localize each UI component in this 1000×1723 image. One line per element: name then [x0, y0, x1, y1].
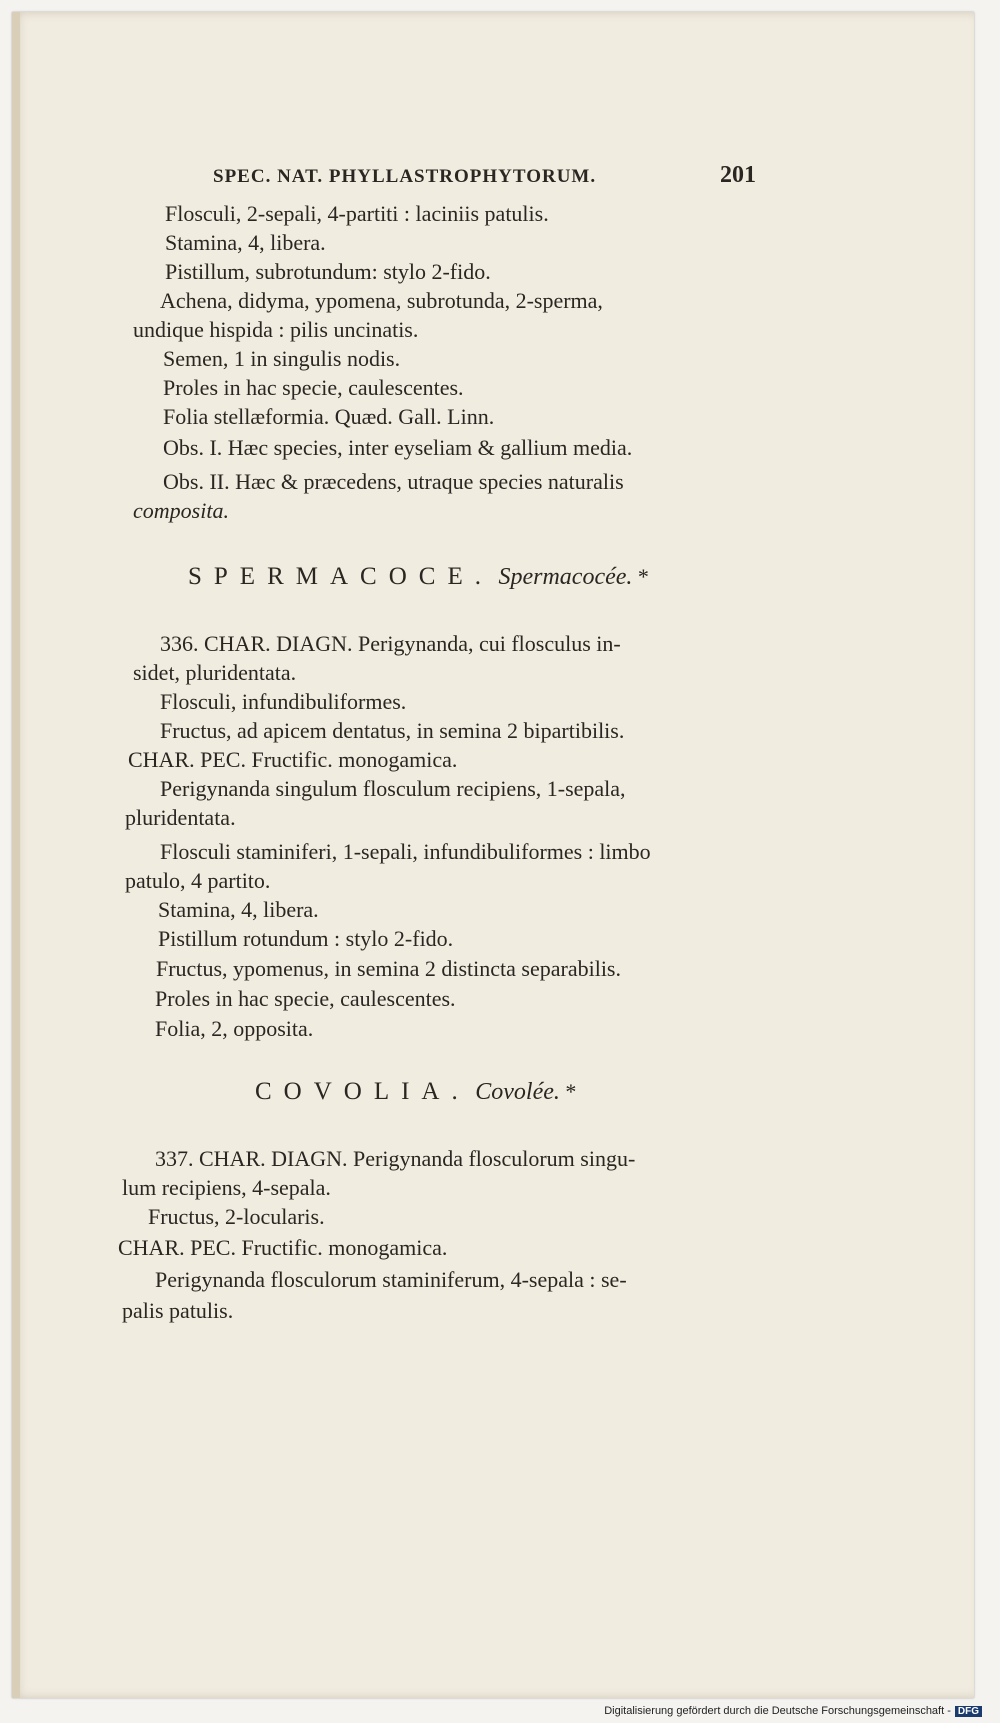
text-line: pluridentata.	[125, 805, 236, 830]
footer-text: Digitalisierung gefördert durch die Deutsche Forschungsgemeinschaft -	[604, 1705, 951, 1717]
text-line: Fructus, ad apicem dentatus, in semina 2 bipartibilis.	[160, 718, 625, 743]
genus-mark: *	[637, 564, 649, 589]
text-line: patulo, 4 partito.	[125, 868, 271, 893]
text-line: Pistillum, subrotundum: stylo 2-fido.	[165, 259, 491, 284]
dfg-logo: DFG	[955, 1706, 982, 1717]
text-line: Fructus, 2-locularis.	[148, 1204, 325, 1229]
genus-heading-covolia	[255, 1078, 576, 1106]
page-edge	[12, 12, 20, 1698]
text-line: Fructus, ypomenus, in semina 2 distincta separabilis.	[156, 956, 621, 981]
text-line: Perigynanda singulum flosculum recipiens, 1-sepala,	[160, 776, 626, 801]
text-line: Folia, 2, opposita.	[155, 1016, 314, 1041]
text-line: Flosculi staminiferi, 1-sepali, infundibuliformes : limbo	[160, 839, 651, 864]
text-line: Flosculi, 2-sepali, 4-partiti : laciniis patulis.	[165, 201, 549, 226]
genus-heading-spermacoce	[188, 563, 649, 591]
page-number: 201	[720, 162, 756, 188]
text-line: Proles in hac specie, caulescentes.	[163, 375, 464, 400]
genus-name: COVOLIA.	[255, 1078, 470, 1105]
text-line: Proles in hac specie, caulescentes.	[155, 986, 456, 1011]
text-line: Obs. I. Hæc species, inter eyseliam & gallium media.	[163, 435, 633, 460]
text-line: Semen, 1 in singulis nodis.	[163, 346, 401, 371]
genus-mark: *	[565, 1079, 577, 1104]
text-line: composita.	[133, 498, 229, 523]
text-line: Pistillum rotundum : stylo 2-fido.	[158, 926, 454, 951]
text-line: lum recipiens, 4-sepala.	[122, 1175, 331, 1200]
text-line: CHAR. PEC. Fructific. monogamica.	[128, 747, 458, 772]
text-line: undique hispida : pilis uncinatis.	[133, 317, 419, 342]
text-line: Stamina, 4, libera.	[165, 230, 326, 255]
text-line: 336. CHAR. DIAGN. Perigynanda, cui flosculus in-	[160, 631, 621, 656]
text-line: Achena, didyma, ypomena, subrotunda, 2-sperma,	[160, 288, 603, 313]
genus-name: SPERMACOCE.	[188, 563, 493, 590]
text-line: Stamina, 4, libera.	[158, 897, 319, 922]
text-line: Perigynanda flosculorum staminiferum, 4-sepala : se-	[155, 1267, 627, 1292]
text-line: 337. CHAR. DIAGN. Perigynanda flosculorum singu-	[155, 1146, 636, 1171]
genus-french-name: Spermacocée.	[498, 564, 633, 590]
text-line: CHAR. PEC. Fructific. monogamica.	[118, 1235, 448, 1260]
text-line: sidet, pluridentata.	[133, 660, 297, 685]
genus-french-name: Covolée.	[475, 1079, 560, 1105]
text-line: palis patulis.	[122, 1298, 234, 1323]
text-line: Folia stellæformia. Quæd. Gall. Linn.	[163, 404, 495, 429]
text-line: Obs. II. Hæc & præcedens, utraque species naturalis	[163, 469, 624, 494]
running-title: SPEC. NAT. PHYLLASTROPHYTORUM.	[213, 166, 597, 187]
digitization-footer	[604, 1705, 982, 1717]
text-line: Flosculi, infundibuliformes.	[160, 689, 407, 714]
